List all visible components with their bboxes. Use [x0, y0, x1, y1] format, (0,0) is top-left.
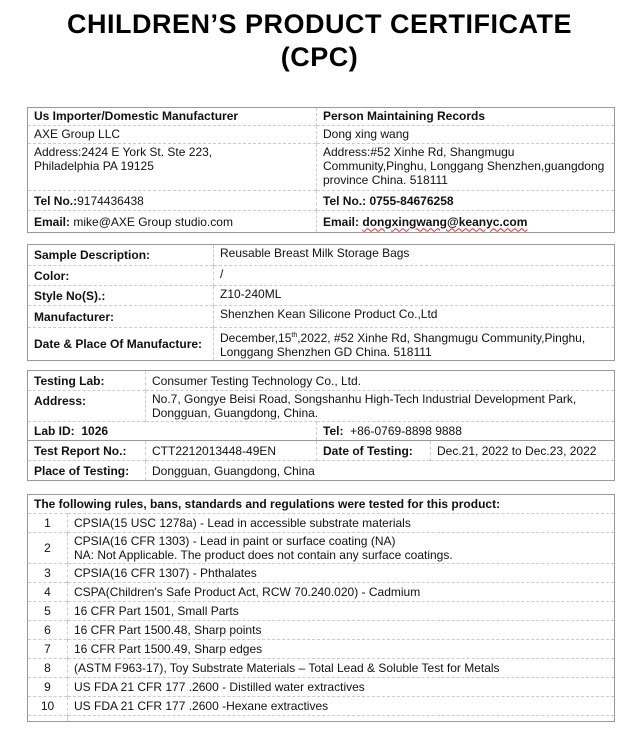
report-no-label: Test Report No.:: [28, 441, 146, 461]
rule-row: 10 US FDA 21 CFR 177 .2600 -Hexane extractives: [28, 697, 615, 716]
manufacturer-value: Shenzhen Kean Silicone Product Co.,Ltd: [214, 306, 615, 328]
rule-row: 9 US FDA 21 CFR 177 .2600 - Distilled water extractives: [28, 678, 615, 697]
title-line-1: CHILDREN’S PRODUCT CERTIFICATE: [67, 9, 572, 39]
lab-id: Lab ID: 1026: [28, 422, 317, 441]
sample-description-label: Sample Description:: [34, 248, 151, 262]
rule-row: 7 16 CFR Part 1500.49, Sharp edges: [28, 640, 615, 659]
importer-name: AXE Group LLC: [28, 126, 317, 144]
color-label: Color:: [28, 266, 214, 286]
lab-table: [27, 370, 615, 481]
sample-description-value: Reusable Breast Milk Storage Bags: [214, 245, 615, 266]
records-address: Address:#52 Xinhe Rd, Shangmugu Community,Pinghu, Longgang Shenzhen,guangdong province China. 518111: [317, 144, 615, 191]
rule-row: 4 CSPA(Children's Safe Product Act, RCW 70.240.020) - Cadmium: [28, 583, 615, 602]
importer-tel: Tel No.:9174436438: [28, 191, 317, 211]
records-heading: Person Maintaining Records: [317, 108, 615, 126]
manufacture-date-label: Date & Place Of Manufacture:: [28, 328, 214, 361]
page-title: [0, 8, 639, 74]
manufacture-date-value: December,15th,2022, #52 Xinhe Rd, Shangmugu Community,Pinghu, Longgang Shenzhen GD China. 518111: [214, 328, 615, 361]
importer-heading: Us Importer/Domestic Manufacturer: [34, 109, 239, 123]
report-no-value: CTT2212013448-49EN: [146, 441, 317, 461]
date-of-testing-label: Date of Testing:: [317, 441, 431, 461]
rule-row: 8 (ASTM F963-17), Toy Substrate Materials – Total Lead & Soluble Test for Metals: [28, 659, 615, 678]
place-of-testing-label: Place of Testing:: [28, 461, 146, 481]
testing-lab-value: Consumer Testing Technology Co., Ltd.: [146, 371, 615, 391]
lab-address-value: No.7, Gongye Beisi Road, Songshanhu High-Tech Industrial Development Park, Dongguan, Guangdong, China.: [146, 391, 615, 422]
style-value: Z10-240ML: [214, 286, 615, 306]
style-label: Style No(S).:: [28, 286, 214, 306]
manufacturer-label: Manufacturer:: [28, 306, 214, 328]
rule-row: 5 16 CFR Part 1501, Small Parts: [28, 602, 615, 621]
lab-tel: Tel: +86-0769-8898 9888: [317, 422, 615, 441]
importer-address: Address:2424 E York St. Ste 223, Philadelphia PA 19125: [28, 144, 317, 191]
place-of-testing-value: Dongguan, Guangdong, China: [146, 461, 615, 481]
rule-row: 6 16 CFR Part 1500.48, Sharp points: [28, 621, 615, 640]
rule-row: 3 CPSIA(16 CFR 1307) - Phthalates: [28, 564, 615, 583]
rules-heading: The following rules, bans, standards and regulations were tested for this product:: [34, 497, 501, 511]
importer-email: Email: mike@AXE Group studio.com: [28, 211, 317, 233]
testing-lab-label: Testing Lab:: [34, 373, 105, 388]
lab-address-label: Address:: [28, 391, 146, 422]
records-tel: Tel No.: 0755-84676258: [317, 191, 615, 211]
parties-table: [27, 107, 615, 233]
rule-row: 2 CPSIA(16 CFR 1303) - Lead in paint or surface coating (NA) NA: Not Applicable. The product does not contain any surface coatings.: [28, 533, 615, 564]
rule-row: 1 CPSIA(15 USC 1278a) - Lead in accessible substrate materials: [28, 514, 615, 533]
color-value: /: [214, 266, 615, 286]
records-name: Dong xing wang: [317, 126, 615, 144]
title-line-2: (CPC): [280, 42, 359, 72]
rules-table: [27, 494, 615, 722]
date-of-testing-value: Dec.21, 2022 to Dec.23, 2022: [431, 441, 615, 461]
sample-table: [27, 244, 615, 361]
records-email: Email: dongxingwang@keanyc.com: [317, 211, 615, 233]
